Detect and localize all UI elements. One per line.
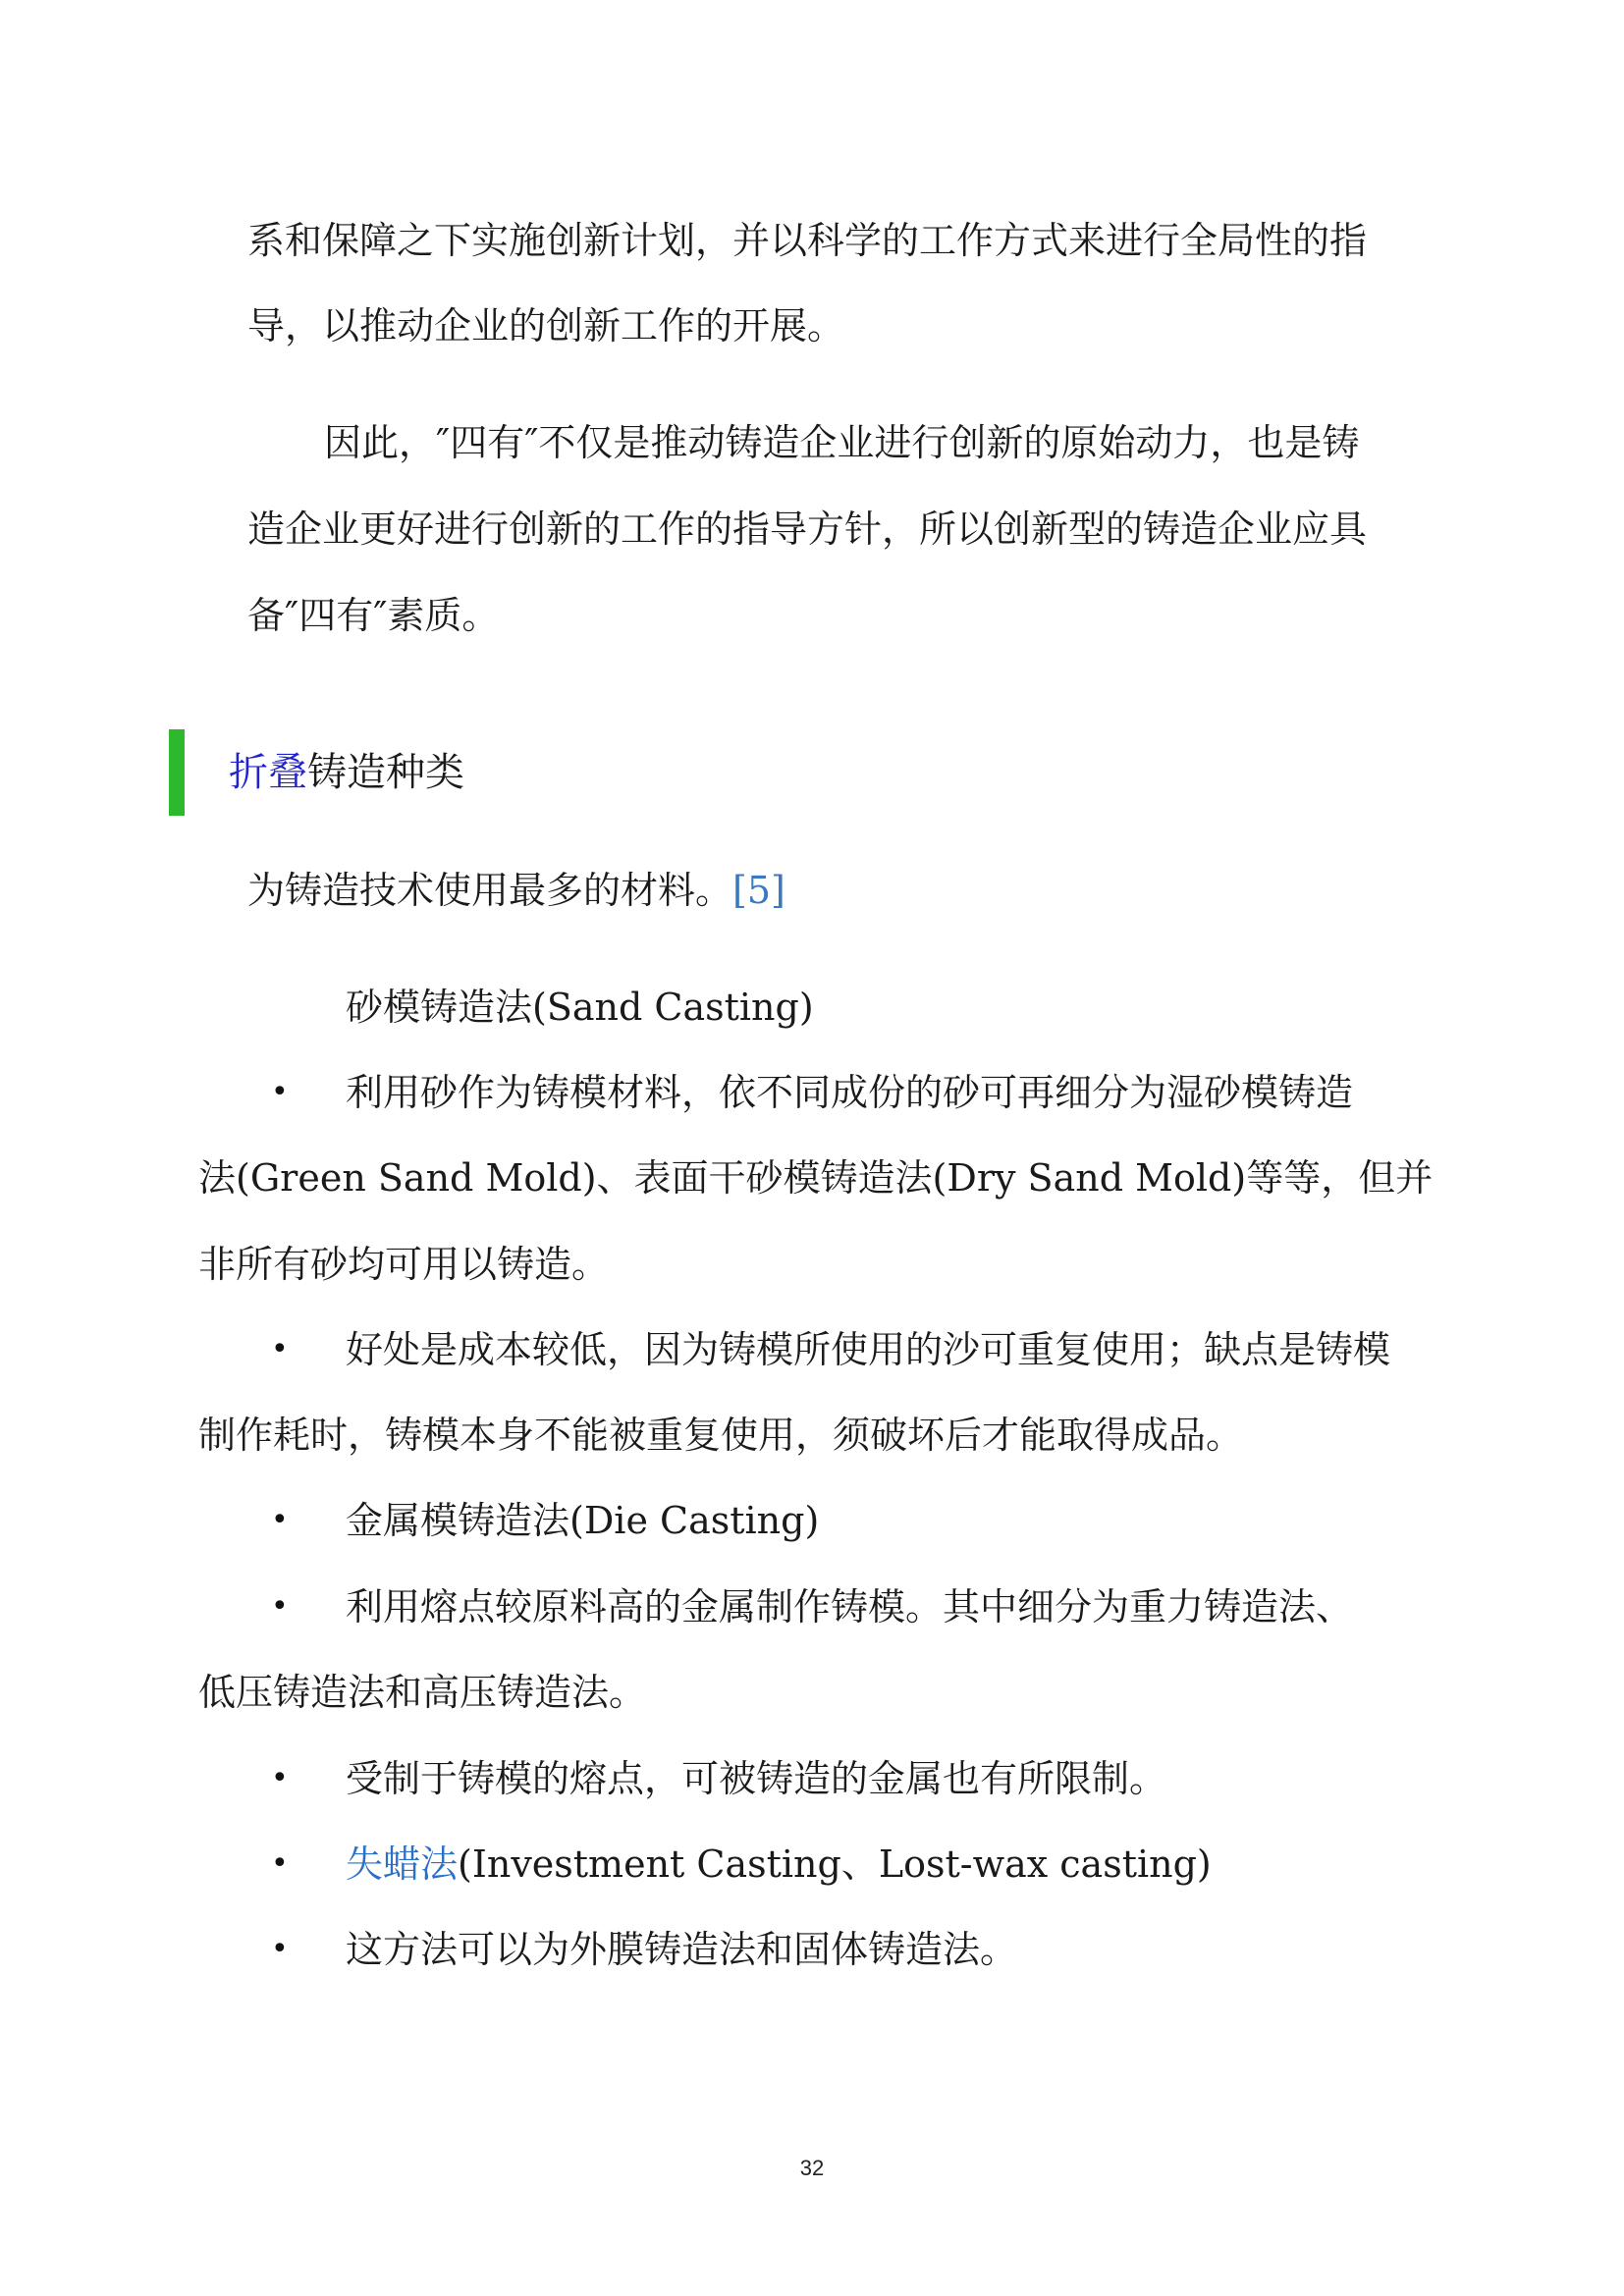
bullet-6-rest: (Investment Casting、Lost-wax casting) [458,1842,1212,1886]
intro-text: 为铸造技术使用最多的材料。 [247,869,733,912]
page-number: 32 [799,2156,825,2180]
lost-wax-link[interactable]: 失蜡法 [346,1842,459,1886]
paragraph-2-line-2: 造企业更好进行创新的工作的指导方针，所以创新型的铸造企业应具 [247,507,1368,551]
paragraph-1-line-1: 系和保障之下实施创新计划，并以科学的工作方式来进行全局性的指 [247,219,1368,262]
bullet-3-text: 金属模铸造法(Die Casting) [346,1499,820,1542]
bullet-marker: • [271,1932,289,1966]
bullet-4-line-2: 低压铸造法和高压铸造法。 [198,1671,647,1714]
section-accent-bar [169,729,185,816]
bullet-1-line-2: 法(Green Sand Mold)、表面干砂模铸造法(Dry Sand Mold)等等，但并 [198,1156,1434,1200]
bullet-marker: • [271,1761,289,1795]
citation-link[interactable]: [5] [732,869,785,912]
bullet-4-line-1: 利用熔点较原料高的金属制作铸模。其中细分为重力铸造法、 [346,1585,1354,1629]
bullet-2-line-1: 好处是成本较低，因为铸模所使用的沙可重复使用；缺点是铸模 [346,1328,1391,1371]
fold-link[interactable]: 折叠 [229,750,307,795]
bullet-1-line-3: 非所有砂均可用以铸造。 [198,1243,610,1286]
bullet-5-text: 受制于铸模的熔点，可被铸造的金属也有所限制。 [346,1757,1167,1800]
paragraph-2-line-1: 因此，″四有″不仅是推动铸造企业进行创新的原始动力，也是铸 [324,421,1360,464]
bullet-1-line-1: 利用砂作为铸模材料，依不同成份的砂可再细分为湿砂模铸造 [346,1071,1354,1114]
intro-sentence [247,864,785,917]
bullet-marker: • [271,1332,289,1366]
bullet-2-line-2: 制作耗时，铸模本身不能被重复使用，须破坏后才能取得成品。 [198,1414,1244,1457]
bullet-6-text [346,1838,1212,1891]
paragraph-1-line-2: 导，以推动企业的创新工作的开展。 [247,304,845,347]
sand-casting-heading: 砂模铸造法(Sand Casting) [346,986,814,1029]
section-heading [229,746,464,799]
section-title: 铸造种类 [307,750,464,795]
paragraph-2-line-3: 备″四有″素质。 [247,594,500,637]
bullet-marker: • [271,1503,289,1537]
bullet-7-text: 这方法可以为外膜铸造法和固体铸造法。 [346,1928,1018,1971]
bullet-marker: • [271,1846,289,1881]
bullet-marker: • [271,1589,289,1624]
bullet-marker: • [271,1075,289,1109]
